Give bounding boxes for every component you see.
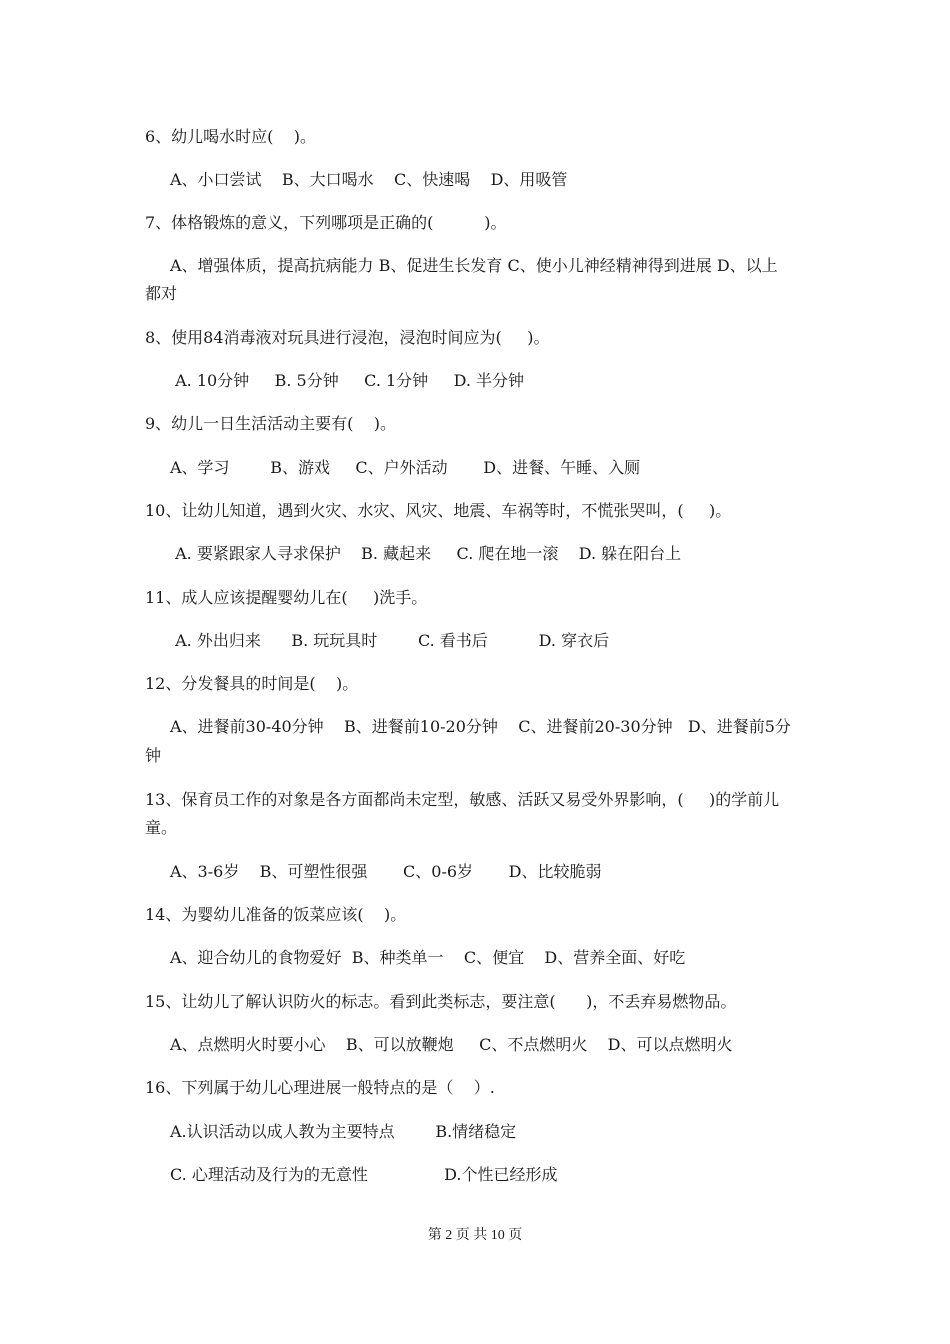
question-12-options-cont: 钟 [145, 746, 162, 765]
question-16: 16、下列属于幼儿心理进展一般特点的是（ ）. [145, 1078, 495, 1097]
question-10-options: A. 要紧跟家人寻求保护 B. 藏起来 C. 爬在地一滚 D. 躲在阳台上 [170, 544, 682, 563]
question-7: 7、体格锻炼的意义，下列哪项是正确的( )。 [145, 213, 507, 232]
question-9: 9、幼儿一日生活活动主要有( )。 [145, 414, 397, 433]
page-footer: 第 2 页 共 10 页 [427, 1228, 523, 1243]
question-14-options: A、迎合幼儿的食物爱好 B、种类单一 C、便宜 D、营养全面、好吃 [170, 948, 686, 967]
question-14: 14、为婴幼儿准备的饭菜应该( )。 [145, 905, 407, 924]
question-6-options: A、小口尝试 B、大口喝水 C、快速喝 D、用吸管 [170, 170, 568, 189]
question-15-options: A、点燃明火时要小心 B、可以放鞭炮 C、不点燃明火 D、可以点燃明火 [170, 1035, 733, 1054]
question-11: 11、成人应该提醒婴幼儿在( )洗手。 [145, 588, 428, 607]
question-13-cont: 童。 [145, 818, 178, 837]
question-8: 8、使用84消毒液对玩具进行浸泡，浸泡时间应为( )。 [145, 328, 550, 347]
question-9-options: A、学习 B、游戏 C、户外活动 D、进餐、午睡、入厕 [170, 458, 641, 477]
question-11-options: A. 外出归来 B. 玩玩具时 C. 看书后 D. 穿衣后 [170, 631, 610, 650]
question-10: 10、让幼儿知道，遇到火灾、水灾、风灾、地震、车祸等时，不慌张哭叫，( )。 [145, 501, 732, 520]
question-6: 6、幼儿喝水时应( )。 [145, 127, 317, 146]
question-12-options: A、进餐前30-40分钟 B、进餐前10-20分钟 C、进餐前20-30分钟 D、进餐前5分 [170, 717, 791, 736]
question-8-options: A. 10分钟 B. 5分钟 C. 1分钟 D. 半分钟 [170, 371, 525, 390]
question-15: 15、让幼儿了解认识防火的标志。看到此类标志，要注意( )，不丢弃易燃物品。 [145, 992, 737, 1011]
question-13: 13、保育员工作的对象是各方面都尚未定型，敏感、活跃又易受外界影响，( )的学前儿 [145, 790, 780, 809]
question-7-options-cont: 都对 [145, 284, 178, 303]
question-7-options: A、增强体质，提高抗病能力 B、促进生长发育 C、使小儿神经精神得到进展 D、以上 [170, 256, 778, 275]
question-13-options: A、3-6岁 B、可塑性很强 C、0-6岁 D、比较脆弱 [170, 862, 602, 881]
question-16-options: A.认识活动以成人教为主要特点 B.情绪稳定 [170, 1122, 517, 1141]
question-12: 12、分发餐具的时间是( )。 [145, 674, 359, 693]
question-16-options-2: C. 心理活动及行为的无意性 D.个性已经形成 [170, 1165, 558, 1184]
